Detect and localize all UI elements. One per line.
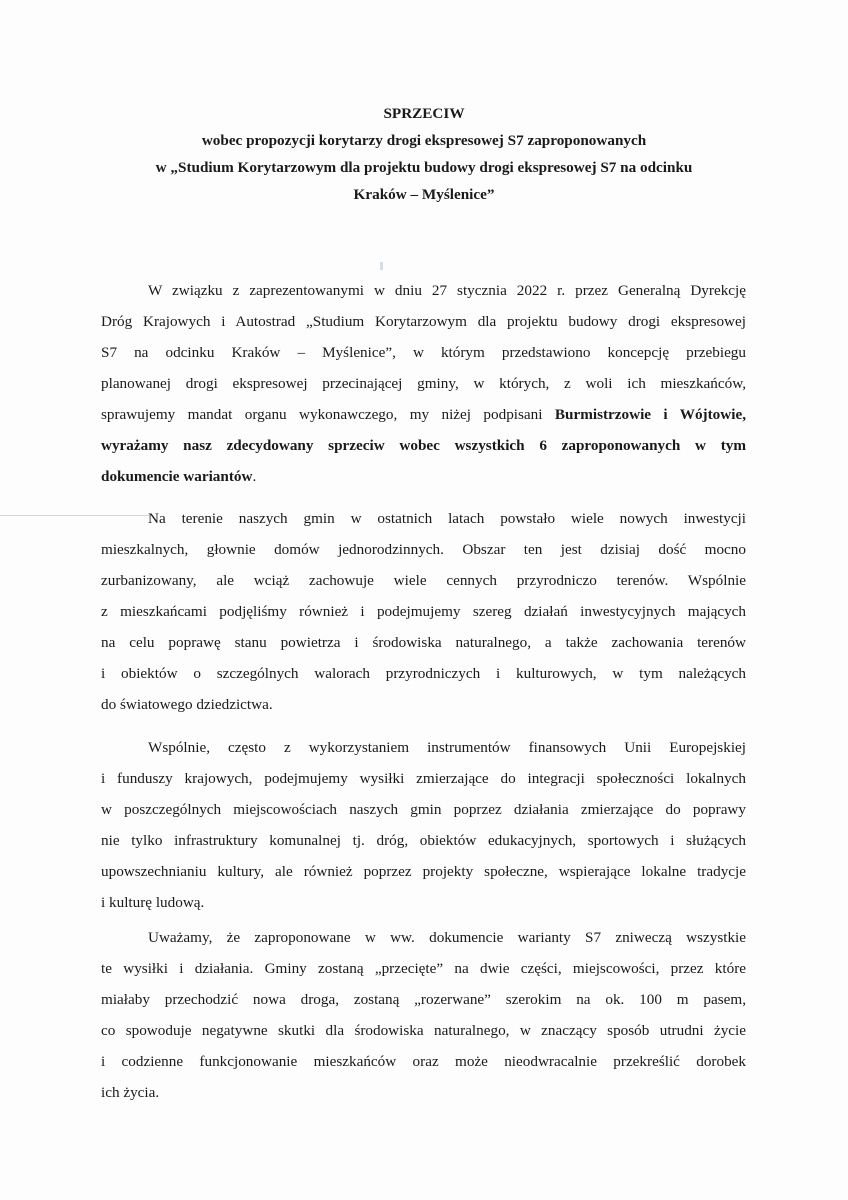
paragraph-4 [101, 922, 746, 1108]
title-line-2: wobec propozycji korytarzy drogi ekspresowej S7 zaproponowanych [201, 132, 647, 149]
document-title [80, 100, 768, 208]
title-line-4: Kraków – Myślenice” [353, 186, 495, 203]
text-line-bold: wyrażamy nasz zdecydowany sprzeciw wobec wszystkich 6 zaproponowanych w tym [101, 437, 746, 454]
text-line: Uważamy, że zaproponowane w ww. dokumencie warianty S7 zniweczą wszystkie [148, 929, 746, 946]
text-line: ich życia. [101, 1084, 160, 1101]
text-line: planowanej drogi ekspresowej przecinającej gminy, w których, z woli ich mieszkańców, [101, 375, 746, 392]
text-run: . [252, 468, 257, 485]
text-line: Wspólnie, często z wykorzystaniem instrumentów finansowych Unii Europejskiej [148, 739, 746, 756]
text-run: sprawujemy mandat organu wykonawczego, my niżej podpisani [101, 406, 555, 423]
text-line: co spowoduje negatywne skutki dla środowiska naturalnego, w znaczący sposób utrudni życie [101, 1022, 746, 1039]
text-line: i funduszy krajowych, podejmujemy wysiłki zmierzające do integracji społeczności lokalnych [101, 770, 746, 787]
title-heading: SPRZECIW [383, 105, 465, 122]
text-line: na celu poprawę stanu powietrza i środowiska naturalnego, a także zachowania terenów [101, 634, 746, 651]
text-line: zurbanizowany, ale wciąż zachowuje wiele cennych przyrodniczo terenów. Wspólnie [101, 572, 746, 589]
text-line: i codzienne funkcjonowanie mieszkańców oraz może nieodwracalnie przekreślić dorobek [101, 1053, 746, 1070]
paragraph-3 [101, 732, 746, 918]
text-line: Na terenie naszych gmin w ostatnich latach powstało wiele nowych inwestycji [148, 510, 746, 527]
text-line: W związku z zaprezentowanymi w dniu 27 stycznia 2022 r. przez Generalną Dyrekcję [148, 282, 746, 299]
text-line: nie tylko infrastruktury komunalnej tj. dróg, obiektów edukacyjnych, sportowych i służących [101, 832, 746, 849]
text-line: i obiektów o szczególnych walorach przyrodniczych i kulturowych, w tym należących [101, 665, 746, 682]
text-line: upowszechnianiu kultury, ale również poprzez projekty społeczne, wspierające lokalne tradycje [101, 863, 746, 880]
text-run-bold: Burmistrzowie i Wójtowie, [554, 406, 746, 423]
text-line: do światowego dziedzictwa. [101, 696, 273, 713]
scan-artifact-mark [380, 262, 383, 270]
title-line-3: w „Studium Korytarzowym dla projektu budowy drogi ekspresowej S7 na odcinku [155, 159, 693, 176]
text-line: w poszczególnych miejscowościach naszych gmin poprzez działania zmierzające do poprawy [101, 801, 746, 818]
text-line: mieszkalnych, głownie domów jednorodzinnych. Obszar ten jest dzisiaj dość mocno [101, 541, 746, 558]
text-run-bold: dokumencie wariantów [101, 468, 253, 485]
paragraph-1 [101, 275, 746, 492]
text-line [101, 399, 746, 430]
text-line: z mieszkańcami podjęliśmy również i podejmujemy szereg działań inwestycyjnych mających [101, 603, 746, 620]
text-line: S7 na odcinku Kraków – Myślenice”, w którym przedstawiono koncepcję przebiegu [101, 344, 746, 361]
text-line: Dróg Krajowych i Autostrad „Studium Korytarzowym dla projektu budowy drogi ekspresowej [101, 313, 746, 330]
text-line: te wysiłki i działania. Gminy zostaną „przecięte” na dwie części, miejscowości, przez które [101, 960, 746, 977]
text-line: i kulturę ludową. [101, 894, 205, 911]
text-line [101, 461, 746, 492]
text-line: miałaby przechodzić nowa droga, zostaną „rozerwane” szerokim na ok. 100 m pasem, [101, 991, 746, 1008]
paragraph-2 [101, 503, 746, 720]
